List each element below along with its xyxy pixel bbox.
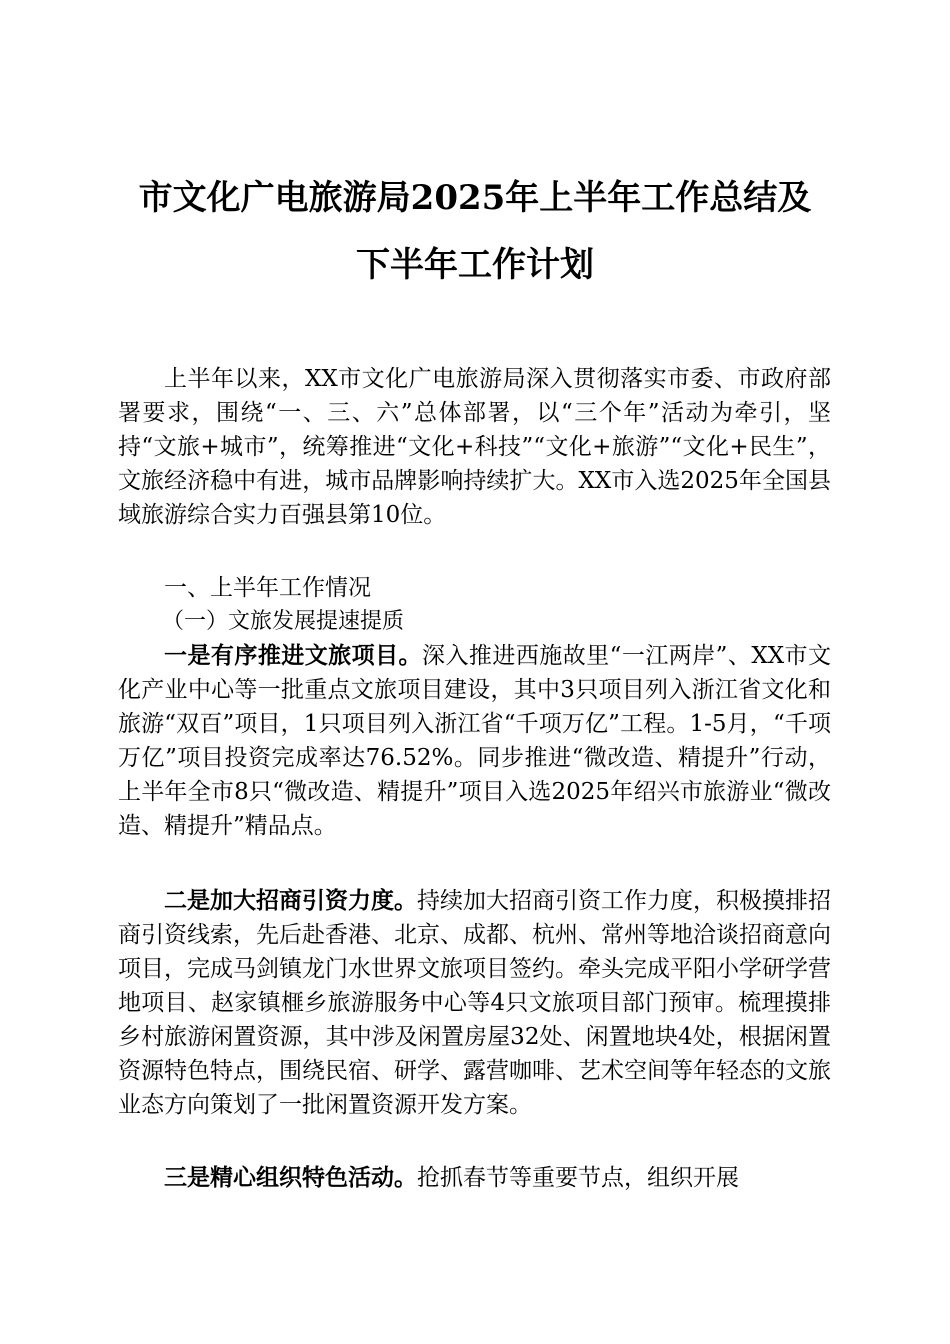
paragraph-2	[118, 884, 831, 1122]
paragraph-2-body: 持续加大招商引资工作力度，积极摸排招商引资线索，先后赴香港、北京、成都、杭州、常州等地洽谈招商意向项目，完成马剑镇龙门水世界文旅项目签约。牵头完成平阳小学研学营地项目、赵家镇榧乡旅游服务中心等4只文旅项目部门预审。梳理摸排乡村旅游闲置资源，其中涉及闲置房屋32处、闲置地块4处，根据闲置资源特色特点，围绕民宿、研学、露营咖啡、艺术空间等年轻态的文旅业态方向策划了一批闲置资源开发方案。	[118, 888, 831, 1118]
paragraph-2-lead: 二是加大招商引资力度。	[164, 887, 417, 914]
intro-paragraph: 上半年以来，XX市文化广电旅游局深入贯彻落实市委、市政府部署要求，围绕“一、三、六”总体部署，以“三个年”活动为牵引，坚持“文旅+城市”，统筹推进“文化+科技”“文化+旅游”“文化+民生”，文旅经济稳中有进，城市品牌影响持续扩大。XX市入选2025年全国县域旅游综合实力百强县第10位。	[118, 366, 831, 528]
paragraph-1	[118, 639, 831, 843]
paragraph-1-body: 深入推进西施故里“一江两岸”、XX市文化产业中心等一批重点文旅项目建设，其中3只项目列入浙江省文化和旅游“双百”项目，1只项目列入浙江省“千项万亿”工程。1-5月，“千项万亿”项目投资完成率达76.52%。同步推进“微改造、精提升”行动，上半年全市8只“微改造、精提升”项目入选2025年绍兴市旅游业“微改造、精提升”精品点。	[118, 643, 832, 839]
paragraph-1-lead: 一是有序推进文旅项目。	[164, 642, 423, 669]
document-title-line-1: 市文化广电旅游局2025年上半年工作总结及	[138, 178, 812, 218]
paragraph-3-body: 抢抓春节等重要节点，组织开展	[417, 1165, 739, 1191]
document-title-line-2: 下半年工作计划	[356, 245, 594, 285]
section-heading: 一、上半年工作情况	[164, 575, 371, 601]
subsection-heading: （一）文旅发展提速提质	[162, 609, 405, 634]
paragraph-3	[118, 1161, 831, 1195]
paragraph-3-lead: 三是精心组织特色活动。	[164, 1164, 417, 1191]
